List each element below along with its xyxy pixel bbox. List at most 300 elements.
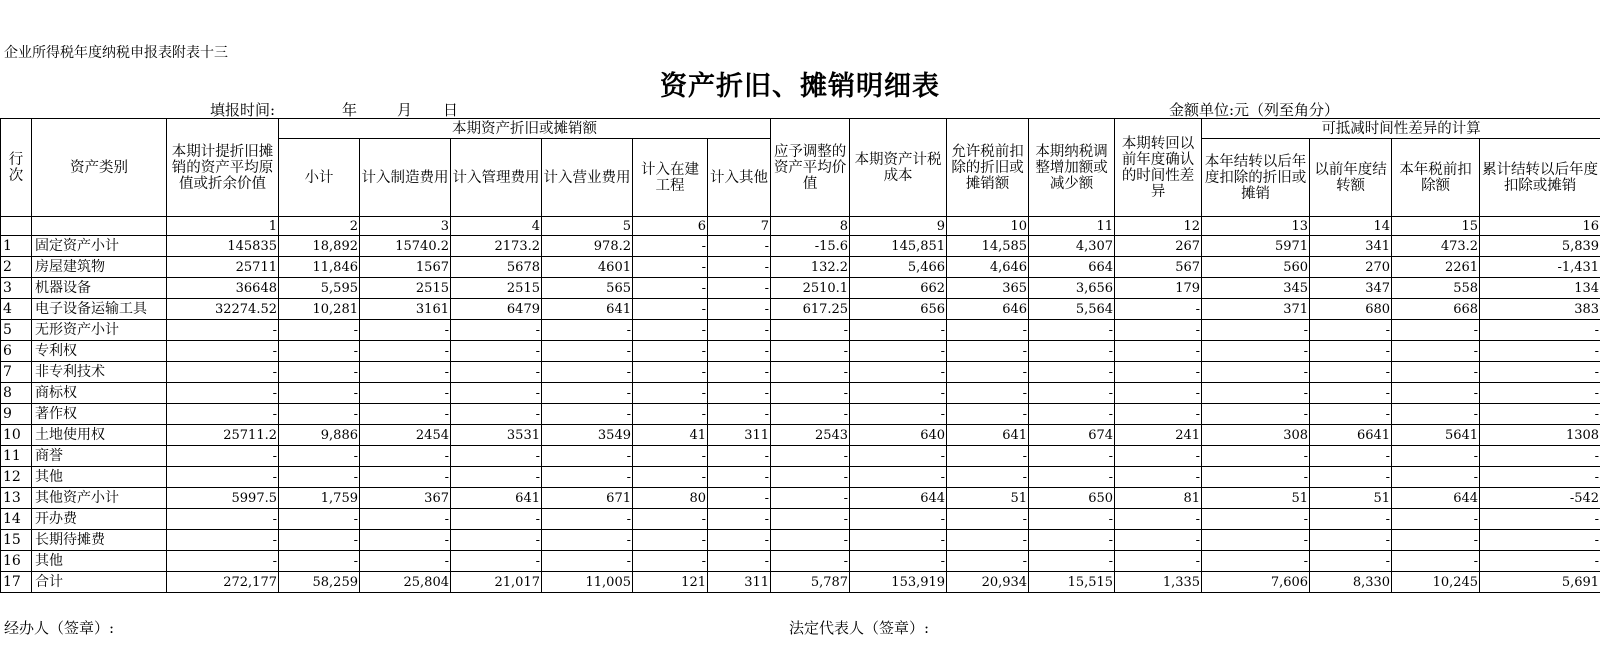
value-cell: - (1029, 467, 1115, 488)
value-cell: - (1202, 383, 1310, 404)
header-adjusted-avg: 应予调整的资产平均价值 (771, 119, 850, 217)
table-row (1, 425, 1600, 446)
asset-category: 开办费 (32, 509, 167, 530)
table-row (1, 404, 1600, 425)
column-index-cell: 8 (771, 217, 850, 236)
value-cell: - (1480, 551, 1600, 572)
value-cell: - (1392, 320, 1480, 341)
table-row (1, 383, 1600, 404)
value-cell: 367 (360, 488, 451, 509)
value-cell: 664 (1029, 257, 1115, 278)
value-cell: 2173.2 (451, 236, 542, 257)
value-cell: - (633, 320, 708, 341)
value-cell: - (1202, 530, 1310, 551)
table-row (1, 341, 1600, 362)
value-cell: 3531 (451, 425, 542, 446)
value-cell: 10,281 (279, 299, 360, 320)
asset-category: 著作权 (32, 404, 167, 425)
value-cell: - (1480, 404, 1600, 425)
value-cell: - (850, 530, 947, 551)
header-temporary-difference-group: 可抵减时间性差异的计算 (1202, 119, 1600, 139)
value-cell: - (708, 383, 771, 404)
value-cell: 383 (1480, 299, 1600, 320)
value-cell: - (167, 551, 279, 572)
value-cell: - (850, 320, 947, 341)
value-cell: 25711.2 (167, 425, 279, 446)
amount-unit: 金额单位:元（列至角分） (1169, 101, 1340, 119)
value-cell: - (542, 404, 633, 425)
value-cell: 20,934 (947, 572, 1029, 593)
value-cell: - (167, 383, 279, 404)
value-cell: 8,330 (1310, 572, 1392, 593)
row-number: 3 (1, 278, 32, 299)
value-cell: 6641 (1310, 425, 1392, 446)
value-cell: - (1202, 509, 1310, 530)
column-index-cell: 15 (1392, 217, 1480, 236)
value-cell: - (947, 509, 1029, 530)
page-title: 资产折旧、摊销明细表 (660, 71, 940, 102)
value-cell: 58,259 (279, 572, 360, 593)
value-cell: 644 (850, 488, 947, 509)
value-cell: 5,466 (850, 257, 947, 278)
column-index-cell: 3 (360, 217, 451, 236)
value-cell: - (1115, 446, 1202, 467)
row-number: 8 (1, 383, 32, 404)
value-cell: 2510.1 (771, 278, 850, 299)
value-cell: - (167, 530, 279, 551)
value-cell: 662 (850, 278, 947, 299)
value-cell: 132.2 (771, 257, 850, 278)
value-cell: - (1480, 320, 1600, 341)
value-cell: 145835 (167, 236, 279, 257)
value-cell: - (1480, 362, 1600, 383)
row-number: 17 (1, 572, 32, 593)
value-cell: 21,017 (451, 572, 542, 593)
value-cell: - (360, 383, 451, 404)
asset-category: 其他 (32, 467, 167, 488)
value-cell: - (1392, 383, 1480, 404)
table-row (1, 572, 1600, 593)
value-cell: 641 (542, 299, 633, 320)
table-row (1, 446, 1600, 467)
value-cell: - (167, 467, 279, 488)
value-cell: - (542, 509, 633, 530)
value-cell: - (708, 299, 771, 320)
value-cell: - (451, 362, 542, 383)
value-cell: 617.25 (771, 299, 850, 320)
value-cell: - (1202, 404, 1310, 425)
asset-category: 固定资产小计 (32, 236, 167, 257)
value-cell: - (279, 467, 360, 488)
value-cell: - (279, 530, 360, 551)
table-row (1, 299, 1600, 320)
value-cell: - (1029, 320, 1115, 341)
value-cell: 179 (1115, 278, 1202, 299)
depreciation-table (0, 118, 1600, 593)
value-cell: - (1029, 362, 1115, 383)
value-cell: - (1029, 383, 1115, 404)
value-cell: -542 (1480, 488, 1600, 509)
handler-signature-label: 经办人（签章）: (4, 619, 115, 637)
value-cell: - (708, 341, 771, 362)
value-cell: - (633, 362, 708, 383)
asset-category: 房屋建筑物 (32, 257, 167, 278)
value-cell: - (850, 467, 947, 488)
value-cell: - (850, 404, 947, 425)
value-cell: - (451, 446, 542, 467)
value-cell: - (1115, 383, 1202, 404)
value-cell: - (1202, 467, 1310, 488)
value-cell: 371 (1202, 299, 1310, 320)
value-cell: 2261 (1392, 257, 1480, 278)
index-blank (1, 217, 32, 236)
header-reversal: 本期转回以前年度确认的时间性差异 (1115, 119, 1202, 217)
value-cell: 640 (850, 425, 947, 446)
value-cell: 5971 (1202, 236, 1310, 257)
value-cell: 272,177 (167, 572, 279, 593)
value-cell: 311 (708, 572, 771, 593)
asset-category: 电子设备运输工具 (32, 299, 167, 320)
column-index-cell: 5 (542, 217, 633, 236)
value-cell: - (633, 551, 708, 572)
value-cell: - (542, 446, 633, 467)
value-cell: - (708, 320, 771, 341)
value-cell: - (1480, 383, 1600, 404)
value-cell: 2454 (360, 425, 451, 446)
value-cell: 978.2 (542, 236, 633, 257)
row-number: 9 (1, 404, 32, 425)
row-number: 5 (1, 320, 32, 341)
table-row (1, 530, 1600, 551)
table-row (1, 362, 1600, 383)
asset-category: 其他资产小计 (32, 488, 167, 509)
value-cell: 671 (542, 488, 633, 509)
value-cell: - (451, 341, 542, 362)
fill-day-label: 日 (443, 101, 459, 119)
value-cell: 153,919 (850, 572, 947, 593)
value-cell: 5,564 (1029, 299, 1115, 320)
value-cell: - (771, 488, 850, 509)
value-cell: 145,851 (850, 236, 947, 257)
value-cell: 656 (850, 299, 947, 320)
value-cell: - (633, 383, 708, 404)
value-cell: - (708, 551, 771, 572)
value-cell: - (542, 551, 633, 572)
header-construction: 计入在建工程 (633, 139, 708, 217)
value-cell: 11,005 (542, 572, 633, 593)
value-cell: 241 (1115, 425, 1202, 446)
header-other: 计入其他 (708, 139, 771, 217)
value-cell: - (1115, 299, 1202, 320)
value-cell: - (771, 530, 850, 551)
row-number: 12 (1, 467, 32, 488)
value-cell: 3,656 (1029, 278, 1115, 299)
table-row (1, 509, 1600, 530)
value-cell: - (451, 320, 542, 341)
value-cell: - (1480, 446, 1600, 467)
value-cell: - (1310, 383, 1392, 404)
row-number: 6 (1, 341, 32, 362)
value-cell: 646 (947, 299, 1029, 320)
value-cell: - (633, 446, 708, 467)
row-number: 10 (1, 425, 32, 446)
value-cell: - (708, 362, 771, 383)
table-row (1, 488, 1600, 509)
value-cell: 2543 (771, 425, 850, 446)
header-depreciation-group: 本期资产折旧或摊销额 (279, 119, 771, 139)
value-cell: - (1029, 341, 1115, 362)
value-cell: 650 (1029, 488, 1115, 509)
value-cell: - (771, 362, 850, 383)
value-cell: - (708, 530, 771, 551)
column-index-cell: 6 (633, 217, 708, 236)
header-row-no: 行次 (1, 119, 32, 217)
value-cell: - (1480, 509, 1600, 530)
value-cell: - (360, 551, 451, 572)
value-cell: - (708, 446, 771, 467)
value-cell: - (451, 509, 542, 530)
value-cell: - (279, 362, 360, 383)
value-cell: - (771, 320, 850, 341)
value-cell: 9,886 (279, 425, 360, 446)
asset-category: 长期待摊费 (32, 530, 167, 551)
row-number: 7 (1, 362, 32, 383)
value-cell: - (1480, 467, 1600, 488)
column-index-cell: 12 (1115, 217, 1202, 236)
value-cell: 5,691 (1480, 572, 1600, 593)
value-cell: - (360, 530, 451, 551)
value-cell: - (360, 341, 451, 362)
value-cell: 25,804 (360, 572, 451, 593)
value-cell: - (1029, 551, 1115, 572)
value-cell: - (1310, 551, 1392, 572)
value-cell: 25711 (167, 257, 279, 278)
value-cell: - (360, 320, 451, 341)
row-number: 13 (1, 488, 32, 509)
value-cell: - (542, 362, 633, 383)
row-number: 15 (1, 530, 32, 551)
value-cell: - (1392, 404, 1480, 425)
value-cell: - (360, 509, 451, 530)
value-cell: - (633, 341, 708, 362)
value-cell: - (1310, 509, 1392, 530)
value-cell: - (947, 320, 1029, 341)
column-index-cell: 10 (947, 217, 1029, 236)
value-cell: 4601 (542, 257, 633, 278)
value-cell: - (451, 383, 542, 404)
value-cell: - (1115, 530, 1202, 551)
value-cell: 2515 (451, 278, 542, 299)
value-cell: - (167, 404, 279, 425)
value-cell: - (708, 404, 771, 425)
value-cell: - (771, 383, 850, 404)
value-cell: 5,595 (279, 278, 360, 299)
value-cell: - (947, 404, 1029, 425)
value-cell: 560 (1202, 257, 1310, 278)
value-cell: 565 (542, 278, 633, 299)
value-cell: - (771, 551, 850, 572)
asset-category: 其他 (32, 551, 167, 572)
row-number: 4 (1, 299, 32, 320)
value-cell: 267 (1115, 236, 1202, 257)
value-cell: - (1392, 341, 1480, 362)
header-adjustment-change: 本期纳税调整增加额或减少额 (1029, 119, 1115, 217)
value-cell: - (850, 551, 947, 572)
value-cell: 3549 (542, 425, 633, 446)
table-row (1, 257, 1600, 278)
value-cell: 14,585 (947, 236, 1029, 257)
value-cell: - (633, 236, 708, 257)
header-carry-prev: 以前年度结转额 (1310, 139, 1392, 217)
value-cell: 674 (1029, 425, 1115, 446)
column-index-cell: 13 (1202, 217, 1310, 236)
column-index-cell: 14 (1310, 217, 1392, 236)
value-cell: - (167, 362, 279, 383)
value-cell: - (1202, 446, 1310, 467)
value-cell: 341 (1310, 236, 1392, 257)
table-row (1, 467, 1600, 488)
value-cell: - (771, 404, 850, 425)
value-cell: - (167, 446, 279, 467)
legal-rep-signature-label: 法定代表人（签章）: (789, 619, 930, 637)
asset-category: 无形资产小计 (32, 320, 167, 341)
value-cell: - (633, 278, 708, 299)
value-cell: - (850, 362, 947, 383)
value-cell: - (947, 530, 1029, 551)
value-cell: 311 (708, 425, 771, 446)
value-cell: - (1392, 362, 1480, 383)
row-number: 14 (1, 509, 32, 530)
value-cell: 1567 (360, 257, 451, 278)
table-row (1, 551, 1600, 572)
asset-category: 土地使用权 (32, 425, 167, 446)
fill-time-label: 填报时间: (210, 101, 276, 119)
value-cell: - (1029, 509, 1115, 530)
value-cell: - (360, 362, 451, 383)
value-cell: 80 (633, 488, 708, 509)
value-cell: 81 (1115, 488, 1202, 509)
value-cell: - (850, 509, 947, 530)
asset-category: 非专利技术 (32, 362, 167, 383)
value-cell: 10,245 (1392, 572, 1480, 593)
value-cell: - (708, 488, 771, 509)
value-cell: 308 (1202, 425, 1310, 446)
value-cell: - (1115, 404, 1202, 425)
value-cell: - (1202, 341, 1310, 362)
value-cell: - (850, 446, 947, 467)
value-cell: 6479 (451, 299, 542, 320)
index-blank (32, 217, 167, 236)
header-manufacturing: 计入制造费用 (360, 139, 451, 217)
column-index-cell: 2 (279, 217, 360, 236)
column-index-cell: 16 (1480, 217, 1600, 236)
value-cell: - (279, 404, 360, 425)
row-number: 2 (1, 257, 32, 278)
header-deduct-year: 本年税前扣除额 (1392, 139, 1480, 217)
value-cell: 5641 (1392, 425, 1480, 446)
header-tax-cost: 本期资产计税成本 (850, 119, 947, 217)
value-cell: 2515 (360, 278, 451, 299)
value-cell: 4,307 (1029, 236, 1115, 257)
value-cell: - (1310, 467, 1392, 488)
row-number: 1 (1, 236, 32, 257)
value-cell: - (1115, 551, 1202, 572)
column-index-cell: 7 (708, 217, 771, 236)
fill-year-label: 年 (342, 101, 358, 119)
value-cell: - (1202, 551, 1310, 572)
value-cell: - (1310, 341, 1392, 362)
value-cell: 36648 (167, 278, 279, 299)
value-cell: - (279, 383, 360, 404)
value-cell: - (542, 341, 633, 362)
value-cell: 345 (1202, 278, 1310, 299)
value-cell: 15740.2 (360, 236, 451, 257)
value-cell: - (1310, 362, 1392, 383)
value-cell: - (542, 467, 633, 488)
value-cell: - (633, 530, 708, 551)
table-row (1, 320, 1600, 341)
value-cell: 7,606 (1202, 572, 1310, 593)
value-cell: - (1202, 320, 1310, 341)
asset-category: 专利权 (32, 341, 167, 362)
value-cell: 1,335 (1115, 572, 1202, 593)
value-cell: 3161 (360, 299, 451, 320)
value-cell: - (542, 320, 633, 341)
value-cell: - (1115, 509, 1202, 530)
value-cell: - (708, 236, 771, 257)
value-cell: - (1115, 362, 1202, 383)
value-cell: - (633, 509, 708, 530)
value-cell: - (360, 404, 451, 425)
value-cell: 4,646 (947, 257, 1029, 278)
value-cell: - (542, 530, 633, 551)
value-cell: 680 (1310, 299, 1392, 320)
value-cell: 15,515 (1029, 572, 1115, 593)
value-cell: 473.2 (1392, 236, 1480, 257)
asset-category: 机器设备 (32, 278, 167, 299)
value-cell: - (1310, 320, 1392, 341)
value-cell: - (850, 341, 947, 362)
value-cell: - (167, 341, 279, 362)
row-number: 11 (1, 446, 32, 467)
value-cell: - (279, 341, 360, 362)
value-cell: - (633, 299, 708, 320)
value-cell: - (279, 446, 360, 467)
value-cell: 18,892 (279, 236, 360, 257)
value-cell: 134 (1480, 278, 1600, 299)
value-cell: - (708, 509, 771, 530)
value-cell: - (947, 551, 1029, 572)
value-cell: - (947, 362, 1029, 383)
value-cell: - (708, 257, 771, 278)
value-cell: - (542, 383, 633, 404)
value-cell: - (633, 257, 708, 278)
value-cell: 558 (1392, 278, 1480, 299)
value-cell: 270 (1310, 257, 1392, 278)
value-cell: 668 (1392, 299, 1480, 320)
value-cell: - (708, 278, 771, 299)
value-cell: 644 (1392, 488, 1480, 509)
value-cell: - (1115, 320, 1202, 341)
value-cell: 1,759 (279, 488, 360, 509)
value-cell: 51 (947, 488, 1029, 509)
value-cell: - (167, 320, 279, 341)
asset-category: 合计 (32, 572, 167, 593)
fill-month-label: 月 (397, 101, 413, 119)
value-cell: - (360, 446, 451, 467)
value-cell: - (1392, 530, 1480, 551)
asset-category: 商誉 (32, 446, 167, 467)
